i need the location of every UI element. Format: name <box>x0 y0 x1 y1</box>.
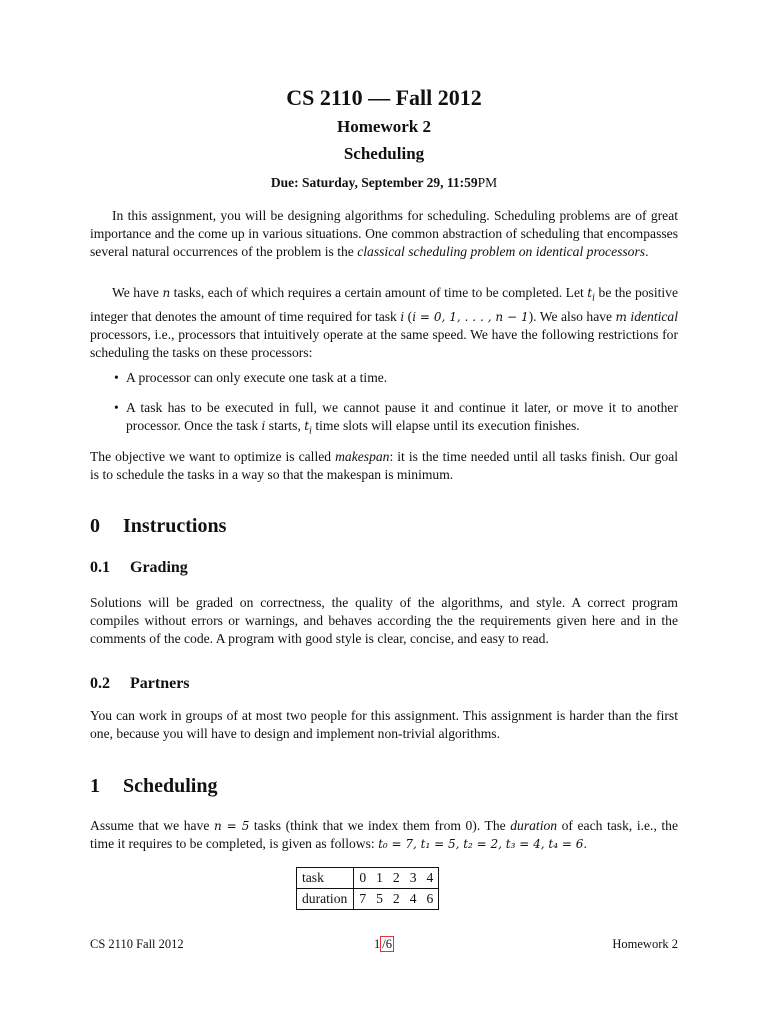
partners-paragraph: You can work in groups of at most two people for this assignment. This assignment is harder than the first one, because you will have to design and implement non-trivial algorithms. <box>90 708 678 742</box>
due-label: Due: Saturday, September 29, 11:59 <box>270 175 478 190</box>
duration-table <box>296 867 439 910</box>
section-heading-scheduling: 1 Scheduling <box>90 775 218 797</box>
table-row: duration 7 5 2 4 6 <box>297 889 438 910</box>
restrictions-list <box>90 369 678 441</box>
subsection-heading-partners: 0.2 Partners <box>90 675 190 692</box>
grading-paragraph: Solutions will be graded on correctness, the quality of the algorithms, and style. A correct program compiles without errors or warnings, and behaves according the the requirements given here and in the comments of the code. A program with good style is clear, concise, and easy to read. <box>90 595 678 647</box>
objective-paragraph: The objective we want to optimize is called makespan: it is the time needed until all tasks finish. Our goal is to schedule the tasks in a way so that the makespan is minimum. <box>90 449 678 483</box>
section-heading-instructions: 0 Instructions <box>90 515 227 537</box>
page-title: CS 2110 — Fall 2012 <box>286 85 482 110</box>
scheduling-paragraph: Assume that we have n = 5 tasks (think that we index them from 0). The duration of each task, i.e., the time it requires to be completed, is given as follows: t₀ = 7, t₁ = 5, t₂ = 2, t₃ = 4, t₄ = 6. <box>90 818 679 852</box>
intro-paragraph-2: We have n tasks, each of which requires a certain amount of time to be completed. Let $t_i$ be the positive integer that denotes the amount of time required for task i (i = 0, 1, . . . , n − 1). We also have m identical processors, i.e., processors that intuitively operate at the same speed. We have the following restrictions for scheduling the tasks on these processors: <box>90 285 678 361</box>
homework-topic: Scheduling <box>343 144 425 163</box>
homework-number: Homework 2 <box>337 117 431 136</box>
footer-course: CS 2110 Fall 2012 <box>90 937 184 951</box>
page-link[interactable]: /6 <box>382 937 392 951</box>
page-number: 1 /6 <box>374 937 392 951</box>
intro-paragraph-1: In this assignment, you will be designing algorithms for scheduling. Scheduling problems are of great importance and the come up in various situations. One common abstraction of scheduling that encompasses several natural occurrences of the problem is the classical scheduling problem on identical processors. <box>90 208 678 260</box>
table-row: task 0 1 2 3 4 <box>297 868 438 889</box>
subsection-heading-grading: 0.1 Grading <box>90 559 188 576</box>
list-item: • A processor can only execute one task at a time. <box>114 370 388 385</box>
list-item: • A task has to be executed in full, we cannot pause it and continue it later, or move it to another processor. Once the task i starts, $t_i$ time slots will elapse until its execution finishes. <box>114 400 678 438</box>
document-page <box>90 0 678 1024</box>
emphasis-term: classical scheduling problem on identical processors <box>357 244 646 260</box>
due-date <box>90 174 678 192</box>
due-suffix: PM <box>477 175 498 190</box>
footer-homework: Homework 2 <box>612 937 678 951</box>
